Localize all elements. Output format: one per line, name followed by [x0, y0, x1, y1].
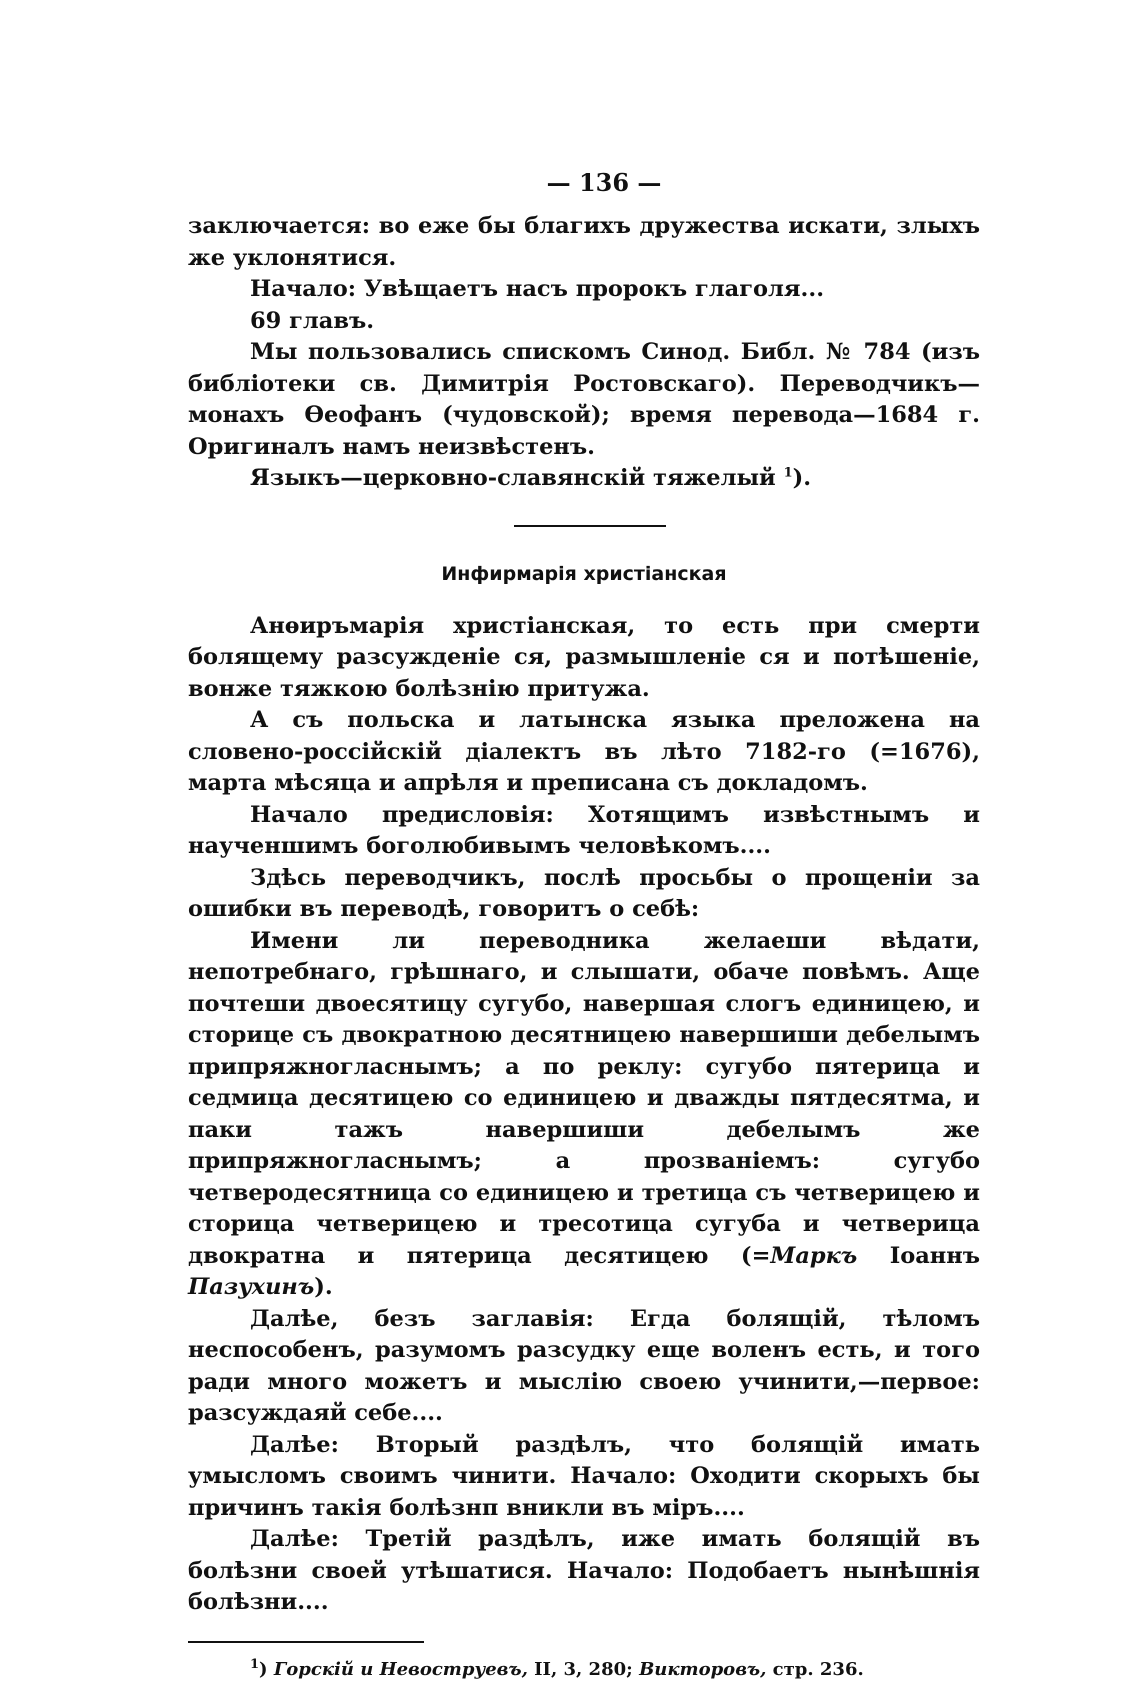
footnote-mark: 1	[250, 1656, 260, 1672]
translator-name: Маркъ	[770, 1242, 858, 1269]
paragraph: 69 главъ.	[250, 307, 375, 334]
section-title: Инфирмарія христіанская	[441, 562, 727, 585]
paragraph: Мы пользовались спискомъ Синод. Библ. № 784 (изъ библіотеки св. Димитрія Ростовскаго). Переводчикъ—монахъ Ѳеофанъ (чудовской); время перевода—1684 г. Оригиналъ намъ неизвѣстенъ.	[188, 339, 980, 460]
footnote-author: Горскій и Невоструевъ,	[273, 1658, 528, 1680]
page	[188, 168, 980, 1683]
paragraph	[188, 926, 980, 1304]
section-divider	[514, 525, 666, 527]
paragraph-text: Языкъ—церковно-славянскій тяжелый	[250, 465, 776, 491]
paragraph: Начало: Увѣщаетъ насъ пророкъ глаголя...	[250, 276, 825, 302]
page-number: — 136 —	[546, 168, 662, 197]
paragraph: А съ польска и латынска языка преложена на словено-россійскій діалектъ въ лѣто 7182-го (=1676), марта мѣсяца и апрѣля и преписана съ докладомъ.	[188, 707, 980, 796]
paragraph: Здѣсь переводчикъ, послѣ просьбы о прощеніи за ошибки въ переводѣ, говоритъ о себѣ:	[188, 864, 980, 922]
paragraph: Далѣе: Третій раздѣлъ, иже имать болящій въ болѣзни своей утѣшатися. Начало: Подобаетъ нынѣшнія болѣзни....	[188, 1526, 980, 1615]
paragraph: Далѣе, безъ заглавія: Егда болящій, тѣломъ неспособенъ, разумомъ разсудку еще воленъ есть, и того ради много можетъ и мыслію своею учинити,—первое: разсуждаяй себе....	[188, 1305, 980, 1426]
paragraph: Анѳиръмарія христіанская, то есть при смерти болящему разсужденіе ся, размышленіе ся и потѣшеніе, вонже тяжкою болѣзнію притужа.	[188, 612, 980, 702]
paragraph-text: Имени ли переводника желаеши вѣдати, непотребнаго, грѣшнаго, и слышати, обаче повѣмъ. Аще почтеши двоесятицу сугубо, навершая слогъ единицею, и сторице съ двократною десятницею навершиши дебелымъ припряжногласнымъ; а по реклу: сугубо пятерица и седмица десятицею со единицею и дважды пятдесятма, и паки тажъ навершиши дебелымъ же припряжногласнымъ; а прозваніемъ: сугубо четверодесятница со единицею и третица съ четверицею и сторица четверицею и тресотица сугуба и четверица двократна и пятерица десятицею	[188, 927, 980, 1269]
translator-name: Іоаннъ	[889, 1242, 980, 1269]
footnote-ref: 1	[783, 465, 793, 481]
footnote	[188, 1657, 980, 1683]
footnote-divider	[188, 1641, 424, 1643]
footnote-ref-text: стр. 236.	[772, 1658, 864, 1680]
paragraph: заключается: во еже бы благихъ дружества искати, злыхъ же уклонятися.	[188, 213, 980, 271]
footnote-author: Викторовъ,	[639, 1658, 767, 1680]
translator-name: Пазухинъ	[188, 1274, 315, 1300]
paragraph-text-end: ).	[792, 465, 812, 491]
paragraph: Далѣе: Вторый раздѣлъ, что болящій имать умысломъ своимъ чинити. Начало: Оходити скорыхъ бы причинъ такія болѣзнп вникли въ міръ....	[188, 1431, 980, 1521]
paragraph	[188, 463, 980, 495]
paren-open: (=	[740, 1242, 771, 1269]
footnote-ref-text: II, 3, 280;	[534, 1658, 633, 1680]
footnote-paren: )	[259, 1658, 268, 1680]
paren-close: ).	[314, 1274, 333, 1300]
paragraph: Начало предисловія: Хотящимъ извѣстнымъ и наученшимъ боголюбивымъ человѣкомъ....	[188, 801, 980, 859]
